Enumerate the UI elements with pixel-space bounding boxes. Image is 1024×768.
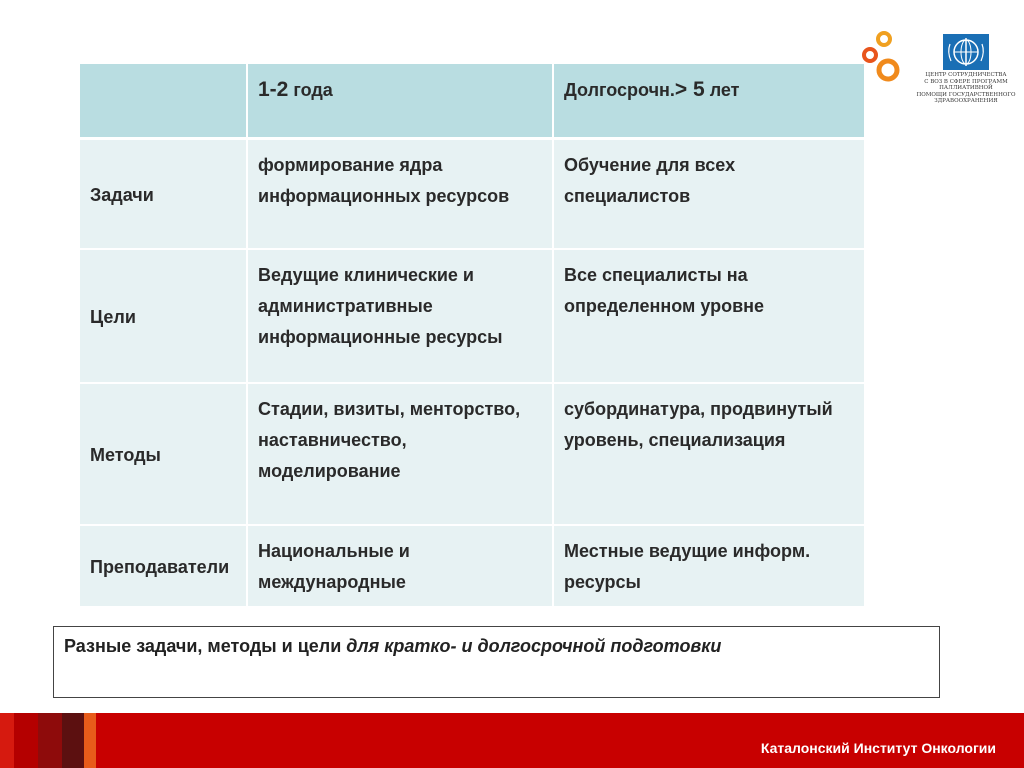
footer-stripe bbox=[38, 713, 62, 768]
row-label: Преподаватели bbox=[80, 526, 248, 608]
long-term-cell: субординатура, продвинутый уровень, специализация bbox=[554, 384, 864, 526]
header-short-term bbox=[248, 64, 554, 140]
table-row bbox=[80, 384, 864, 526]
footer-stripe bbox=[84, 713, 96, 768]
long-term-cell: Обучение для всех специалистов bbox=[554, 140, 864, 250]
comparison-table bbox=[80, 64, 864, 608]
short-term-cell: Ведущие клинические и административные информационные ресурсы bbox=[248, 250, 554, 384]
header-long-term-years: > 5 bbox=[674, 78, 705, 101]
short-term-cell: формирование ядра информационных ресурсов bbox=[248, 140, 554, 250]
header-empty-cell bbox=[80, 64, 248, 140]
header-short-term-label: года bbox=[288, 80, 333, 100]
table-row bbox=[80, 140, 864, 250]
summary-box bbox=[53, 626, 940, 698]
short-term-cell: Стадии, визиты, менторство, наставничество, моделирование bbox=[248, 384, 554, 526]
summary-italic: для кратко- и долгосрочной подготовки bbox=[346, 636, 722, 656]
circles-logo-icon bbox=[860, 30, 908, 86]
footer-stripe bbox=[14, 713, 38, 768]
who-emblem-icon bbox=[943, 34, 989, 70]
header-long-term bbox=[554, 64, 864, 140]
row-label: Методы bbox=[80, 384, 248, 526]
header-long-term-label: Долгосрочн. bbox=[564, 80, 675, 100]
footer-stripe bbox=[0, 713, 14, 768]
long-term-cell: Все специалисты на определенном уровне bbox=[554, 250, 864, 384]
long-term-cell: Местные ведущие информ. ресурсы bbox=[554, 526, 864, 608]
table-header-row bbox=[80, 64, 864, 140]
header-long-term-suffix: лет bbox=[704, 80, 740, 100]
row-label: Цели bbox=[80, 250, 248, 384]
who-caption: ЦЕНТР СОТРУДНИЧЕСТВА С ВОЗ В СФЕРЕ ПРОГРАММ ПАЛЛИАТИВНОЙ ПОМОЩИ ГОСУДАРСТВЕННОГО ЗДРАВООХРАНЕНИЯ bbox=[916, 72, 1016, 104]
row-label: Задачи bbox=[80, 140, 248, 250]
table-row bbox=[80, 526, 864, 608]
footer-bar bbox=[0, 713, 1024, 768]
short-term-cell: Национальные и международные bbox=[248, 526, 554, 608]
who-logo bbox=[916, 34, 1016, 105]
footer-institute-name: Каталонский Институт Онкологии bbox=[760, 740, 996, 756]
summary-plain: Разные задачи, методы и цели bbox=[64, 636, 347, 656]
footer-stripe bbox=[62, 713, 84, 768]
header-short-term-years: 1-2 bbox=[258, 78, 289, 101]
table-row bbox=[80, 250, 864, 384]
